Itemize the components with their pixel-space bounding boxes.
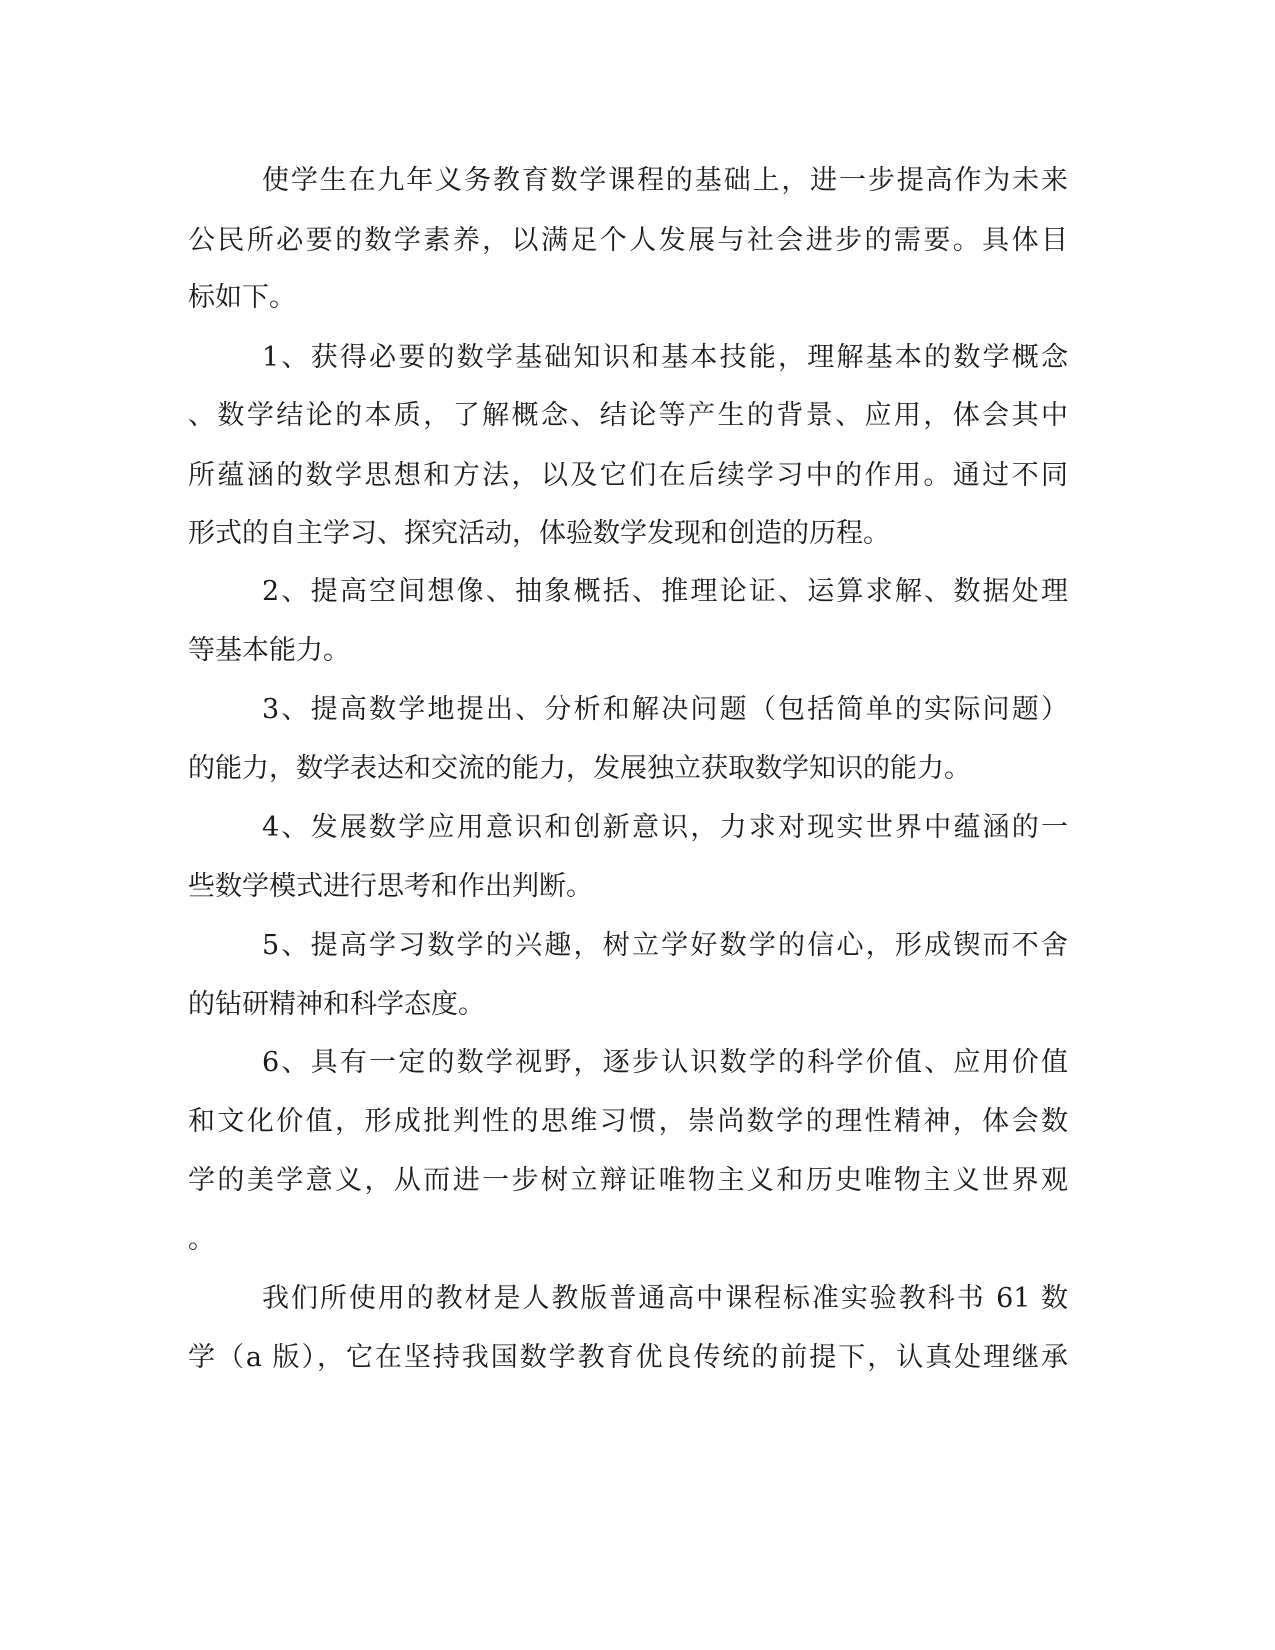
text-line: 公民所必要的数学素养，以满足个人发展与社会进步的需要。具体目 xyxy=(188,225,1068,256)
text-line: 学（a 版），它在坚持我国数学教育优良传统的前提下，认真处理继承 xyxy=(188,1342,1068,1373)
text-line: 5、提高学习数学的兴趣，树立学好数学的信心，形成锲而不舍 xyxy=(262,930,1068,961)
text-line: 2、提高空间想像、抽象概括、推理论证、运算求解、数据处理 xyxy=(262,576,1068,607)
text-line: 的能力，数学表达和交流的能力，发展独立获取数学知识的能力。 xyxy=(188,753,971,784)
text-line: 等基本能力。 xyxy=(188,635,350,666)
text-line: 和文化价值，形成批判性的思维习惯，崇尚数学的理性精神，体会数 xyxy=(188,1106,1068,1137)
text-line: 学的美学意义，从而进一步树立辩证唯物主义和历史唯物主义世界观 xyxy=(188,1165,1068,1196)
text-line: 所蕴涵的数学思想和方法，以及它们在后续学习中的作用。通过不同 xyxy=(188,460,1068,491)
text-line: 6、具有一定的数学视野，逐步认识数学的科学价值、应用价值 xyxy=(262,1047,1068,1078)
text-line: 3、提高数学地提出、分析和解决问题（包括简单的实际问题） xyxy=(262,694,1068,725)
text-line: 、数学结论的本质，了解概念、结论等产生的背景、应用，体会其中 xyxy=(188,400,1068,431)
text-line: 4、发展数学应用意识和创新意识，力求对现实世界中蕴涵的一 xyxy=(262,812,1068,843)
text-line: 1、获得必要的数学基础知识和基本技能，理解基本的数学概念 xyxy=(262,342,1068,373)
text-line: 形式的自主学习、探究活动，体验数学发现和创造的历程。 xyxy=(188,518,890,549)
text-line: 使学生在九年义务教育数学课程的基础上，进一步提高作为未来 xyxy=(262,165,1068,196)
text-line: 些数学模式进行思考和作出判断。 xyxy=(188,871,593,902)
text-line: 的钻研精神和科学态度。 xyxy=(188,989,485,1020)
text-line: 我们所使用的教材是人教版普通高中课程标准实验教科书 61 数 xyxy=(262,1283,1068,1314)
text-line: 。 xyxy=(188,1224,215,1255)
text-line: 标如下。 xyxy=(188,282,296,313)
